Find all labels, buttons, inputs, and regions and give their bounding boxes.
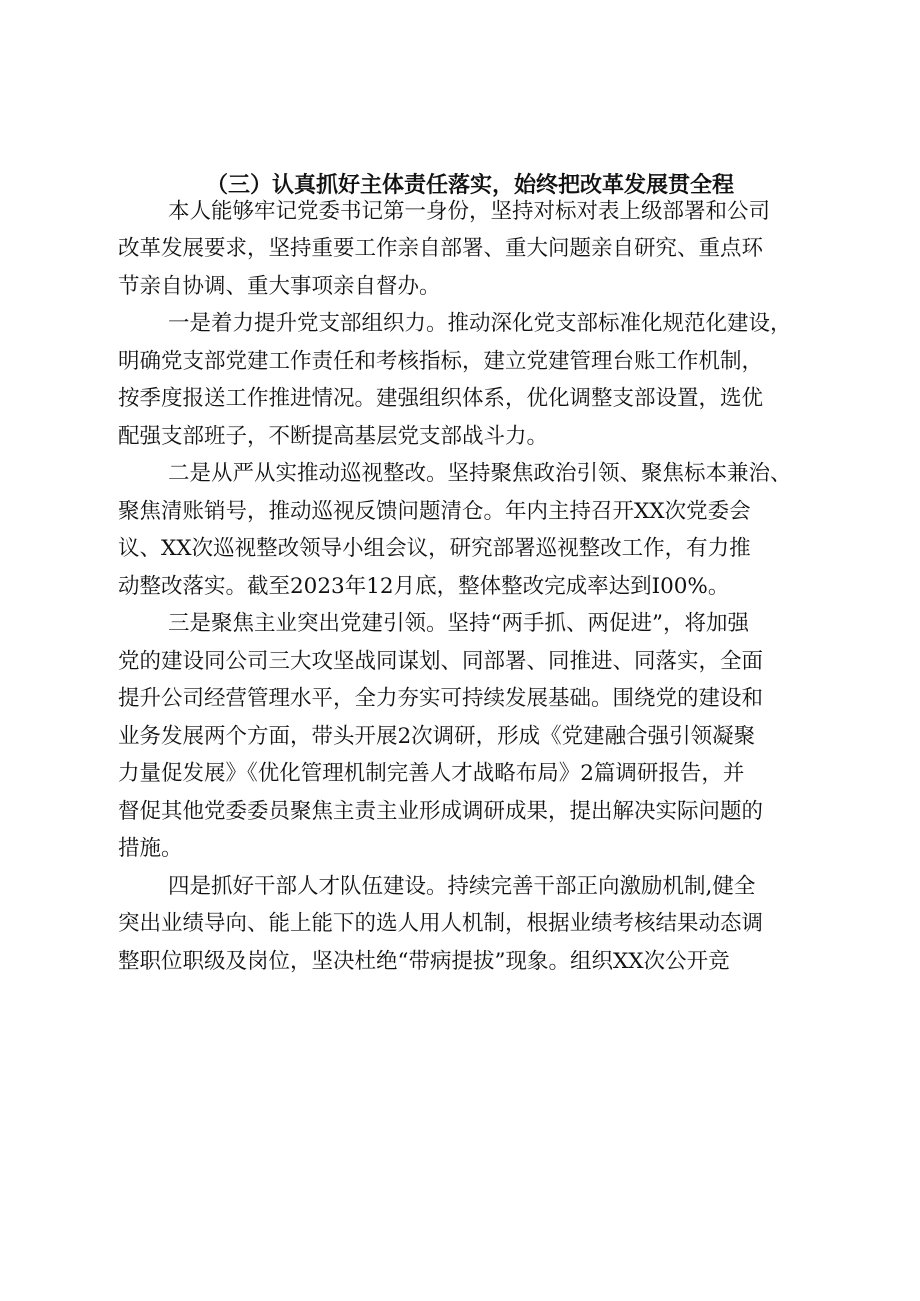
- paragraph-1-line-3: 节亲自协调、重大事项亲自督办。: [118, 274, 441, 299]
- paragraph-2-line-2: 明确党支部党建工作责任和考核指标，建立党建管理台账工作机制，: [118, 349, 764, 374]
- paragraph-2-line-3: 按季度报送工作推进情况。建强组织体系，优化调整支部设置，选优: [118, 386, 764, 411]
- paragraph-5-line-2: 突出业绩导向、能上能下的选人用人机制，根据业绩考核结果动态调: [118, 911, 764, 936]
- paragraph-4-line-7: 措施。: [118, 836, 183, 861]
- paragraph-4-line-2: 党的建设同公司三大攻坚战同谋划、同部署、同推进、同落实，全面: [118, 649, 764, 674]
- paragraph-5-line-3: 整职位职级及岗位，坚决杜绝“带病提拔”现象。组织XX次公开竞: [118, 949, 730, 974]
- section-heading: （三）认真抓好主体责任落实，始终把改革发展贯全程: [205, 172, 734, 198]
- paragraph-2-line-1: 一是着力提升党支部组织力。推动深化党支部标准化规范化建设，: [168, 311, 792, 336]
- paragraph-5-line-1: 四是抓好干部人才队伍建设。持续完善干部正向激励机制,健全: [168, 874, 756, 899]
- paragraph-4-line-6: 督促其他党委委员聚焦主责主业形成调研成果，提出解决实际问题的: [118, 799, 764, 824]
- paragraph-4-line-3: 提升公司经营管理水平，全力夯实可持续发展基础。围绕党的建设和: [118, 686, 764, 711]
- paragraph-1-line-2: 改革发展要求，坚持重要工作亲自部署、重大问题亲自研究、重点环: [118, 236, 764, 261]
- paragraph-3-line-4: 动整改落实。截至2023年12月底，整体整改完成率达到I00%。: [118, 574, 730, 599]
- paragraph-3-line-3: 议、XX次巡视整改领导小组会议，研究部署巡视整改工作，有力推: [118, 536, 751, 561]
- paragraph-4-line-5: 力量促发展》《优化管理机制完善人才战略布局》2篇调研报告，并: [118, 761, 745, 786]
- paragraph-3-line-2: 聚焦清账销号，推动巡视反馈问题清仓。年内主持召开XX次党委会: [118, 499, 751, 524]
- paragraph-4-line-4: 业务发展两个方面，带头开展2次调研，形成《党建融合强引领凝聚: [118, 724, 756, 749]
- paragraph-4-line-1: 三是聚焦主业突出党建引领。坚持“两手抓、两促进”，将加强: [168, 611, 749, 636]
- paragraph-1-line-1: 本人能够牢记党委书记第一身份，坚持对标对表上级部署和公司: [168, 199, 771, 224]
- paragraph-2-line-4: 配强支部班子，不断提高基层党支部战斗力。: [118, 424, 549, 449]
- paragraph-3-line-1: 二是从严从实推动巡视整改。坚持聚焦政治引领、聚焦标本兼治、: [168, 461, 792, 486]
